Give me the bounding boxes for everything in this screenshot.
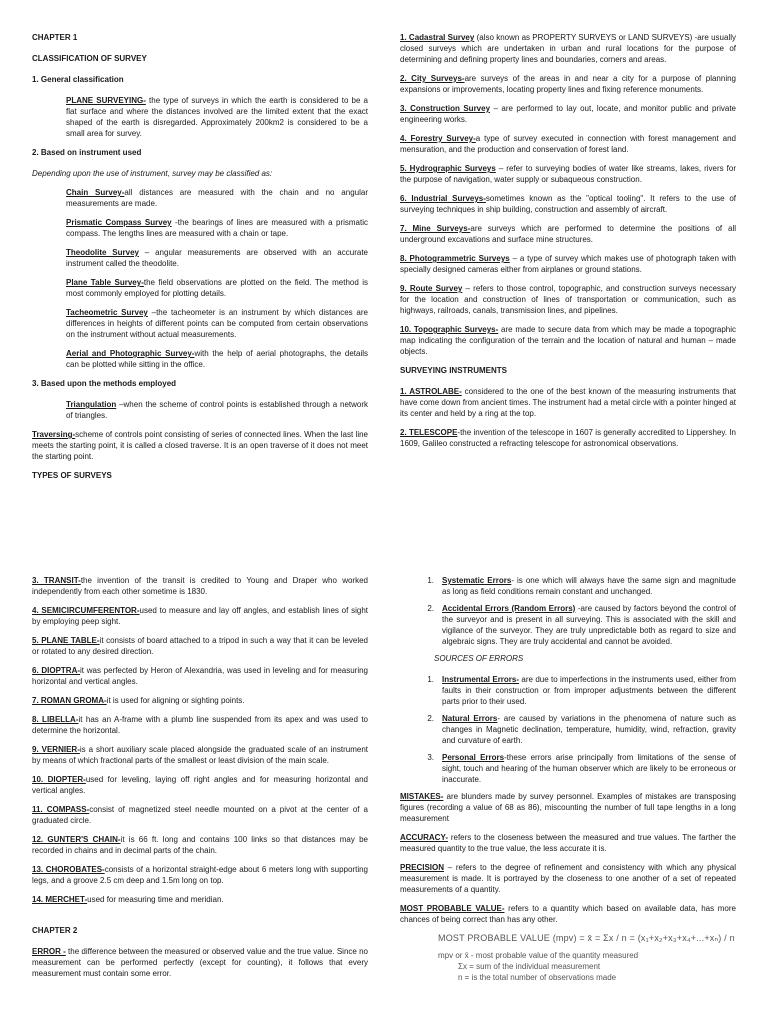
definition: it consists of board attached to a tripod in such a way that it can be leveled or rotated to any desired direction.: [32, 636, 368, 656]
term: MOST PROBABLE VALUE-: [400, 904, 505, 913]
definition: the type of surveys in which the earth is considered to be a flat surface and where the distances involved are the limited extent that the exact shaped of the earth is disregarded. Approximately 200km2 is considered to be a small area for survey.: [66, 96, 368, 138]
term: 10. DIOPTER-: [32, 775, 86, 784]
definition: –the tacheometer is an instrument by which distances are differences in heights of different points can be computed from certain observations on the instrument without actual measurements.: [66, 308, 368, 339]
list-item: [32, 247, 368, 269]
term: Systematic Errors: [442, 576, 512, 585]
paragraph: [32, 429, 368, 462]
definition: used for measuring time and meridian.: [87, 895, 224, 904]
term: 6. DIOPTRA-: [32, 666, 81, 675]
list-item: [32, 714, 368, 736]
term: 1. Cadastral Survey: [400, 33, 475, 42]
item-text: [442, 713, 736, 746]
list-item: [32, 864, 368, 886]
term: Tacheometric Survey: [66, 308, 148, 317]
paragraph: [400, 903, 736, 925]
definition: it was perfected by Heron of Alexandria, was used in leveling and for measuring horizontal and vertical angles.: [32, 666, 369, 686]
definition: are surveys which are performed to determine the positions of all underground excavations and surface mine structures.: [400, 224, 736, 244]
definition: refers to a quantity which based on available data, has more chances of being correct than has any other.: [400, 904, 736, 924]
definition: sometimes known as the "optical tooling". It refers to the use of surveying techniques in ship building, construction and assembly of aircraft.: [400, 194, 736, 214]
definition: refers to the closeness between the measured and true values. The farther the measured quantity to the true value, the less accurate it is.: [400, 833, 736, 853]
list-item: [400, 427, 736, 449]
term: Prismatic Compass Survey: [66, 218, 172, 227]
term: 3. Construction Survey: [400, 104, 491, 113]
term: 8. LIBELLA-: [32, 715, 79, 724]
paragraph: [32, 946, 368, 979]
list-item: [400, 283, 736, 316]
definition: considered to the one of the best known of the measuring instruments that have come down from ancient times. The instrument had a metal circle with a pointer hinged at its center and held by a ring at the top.: [400, 387, 736, 418]
list-item: [32, 348, 368, 370]
list-item: [400, 193, 736, 215]
survey-types-list: [400, 32, 736, 357]
definition: – refers to those control, topographic, and construction surveys necessary for the location and construction of lines of transportation or communication, such as highways, railroads, canals, transmission lines, and pipelines.: [400, 284, 737, 315]
definition: the field observations are plotted on the field. The method is most commonly employed for plotting details.: [66, 278, 369, 298]
list-item: [32, 575, 368, 597]
definition: are blunders made by survey personnel. Examples of mistakes are transposing figures (recording a value of 68 as 86), miscounting the number of full tape lengths in a long measurement: [400, 792, 736, 823]
definition: with the help of aerial photographs, the details can be plotted while sitting in the office.: [66, 349, 368, 369]
term: PRECISION: [400, 863, 445, 872]
section-heading: SURVEYING INSTRUMENTS: [400, 366, 507, 375]
list-item: [32, 834, 368, 856]
top-left-column: [32, 32, 368, 491]
paragraph: [400, 832, 736, 854]
term: Triangulation: [66, 400, 117, 409]
list-item: [32, 744, 368, 766]
definition: a type of survey executed in connection with forest management and mensuration, and the production and conservation of forest land.: [400, 134, 736, 154]
formula-definition: mpv or x̄ - most probable value of the quantity measured: [438, 951, 639, 960]
instrument-survey-list: [32, 187, 368, 370]
term: 13. CHOROBATES-: [32, 865, 105, 874]
section-heading: TYPES OF SURVEYS: [32, 471, 112, 480]
term: 12. GUNTER'S CHAIN-: [32, 835, 121, 844]
term: MISTAKES-: [400, 792, 444, 801]
term: 11. COMPASS-: [32, 805, 90, 814]
mpv-formula: MOST PROBABLE VALUE (mpv) = x̄ = Σx / n = (x₁+x₂+x₃+x₄+...+xₙ) / n: [438, 933, 735, 943]
term: 8. Photogrammetric Surveys: [400, 254, 510, 263]
term: 2. City Surveys-: [400, 74, 465, 83]
definition: is a short auxiliary scale placed alongside the graduated scale of an instrument by means of which fractional parts of the smallest or least division of the main scale.: [32, 745, 368, 765]
definition: it is used for aligning or sighting points.: [106, 696, 245, 705]
paragraph: [400, 862, 736, 895]
numbered-item: [410, 713, 736, 746]
term: Accidental Errors (Random Errors): [442, 604, 576, 613]
term: 9. VERNIER-: [32, 745, 80, 754]
definition: -these errors arise principally from limitations of the sense of sight, touch and hearing of the human observer which are likely to be erroneous or inaccurate.: [442, 753, 737, 784]
list-item: [32, 217, 368, 239]
definition: consist of magnetized steel needle mounted on a pivot at the center of a graduated circle.: [32, 805, 368, 825]
definition: consists of a horizontal straight-edge about 6 meters long with supporting legs, and a groove 2.5 cm deep and 1.5m long on top.: [32, 865, 368, 885]
error-types-list: [400, 575, 736, 647]
term: ERROR -: [32, 947, 66, 956]
paragraph: [400, 791, 736, 824]
term: 5. Hydrographic Surveys: [400, 164, 496, 173]
term: 3. TRANSIT-: [32, 576, 81, 585]
list-item: [400, 324, 736, 357]
paragraph: [32, 399, 368, 421]
list-item: [400, 253, 736, 275]
bottom-right-column: [400, 575, 736, 983]
definition: scheme of controls point consisting of series of connected lines. When the last line meets the starting point, it is called a closed traverse. It is an open traverse of it does not meet the starting point.: [32, 430, 368, 461]
definition: are surveys of the areas in and near a city for a purpose of planning expansions or improvements, locating property lines and fixing reference monuments.: [400, 74, 736, 94]
definition: – refer to surveying bodies of water like streams, lakes, rivers for the purpose of navigation, water supply or subaqueous construction.: [400, 164, 736, 184]
term: 7. ROMAN GROMA-: [32, 696, 107, 705]
top-right-column: [400, 32, 736, 457]
item-text: [442, 752, 736, 785]
definition: are due to imperfections in the instruments used, either from faults in their construction or from improper adjustments between the different parts prior to their used.: [442, 675, 736, 706]
list-item: [400, 163, 736, 185]
list-item: [32, 804, 368, 826]
definition: – a type of survey which makes use of photograph taken with specially designed cameras either from airplanes or ground stations.: [400, 254, 736, 274]
list-item: [400, 103, 736, 125]
definition: -are caused by factors beyond the control of the surveyor and is present in all surveying. This is associated with the skill and vigilance of the surveyor. They are truly unpredictable both as regard to size and algebraic signs. They are truly accidental and cannot be avoided.: [442, 604, 737, 646]
term: 4. Forestry Survey-: [400, 134, 476, 143]
bottom-left-column: [32, 575, 368, 987]
item-text: [442, 674, 736, 707]
definition: the difference between the measured or observed value and the true value. Since no measurement can be performed perfectly (except for counting), it follows that every measurement must contain some error.: [32, 947, 369, 978]
chapter-title: CHAPTER 1: [32, 33, 78, 42]
formula-definition: n = is the total number of observations made: [458, 973, 617, 982]
term: Natural Errors: [442, 714, 498, 723]
definition: the invention of the transit is credited to Young and Draper who worked independently from each other sometime is 1830.: [32, 576, 368, 596]
definition: are made to secure data from which may be made a topographic map indicating the configuration of the terrain and the location of natural and human – made objects.: [400, 325, 736, 356]
list-item: [32, 605, 368, 627]
numbered-item: [410, 674, 736, 707]
numbered-item: [410, 575, 736, 597]
definition: used to measure and lay off angles, and establish lines of sight by employing peep sight.: [32, 606, 368, 626]
subheading: 2. Based on instrument used: [32, 148, 142, 157]
formula-definition: Σx = sum of the individual measurement: [458, 962, 601, 971]
term: PLANE SURVEYING-: [66, 96, 146, 105]
list-item: [32, 695, 368, 706]
definition: all distances are measured with the chain and no angular measurements are made.: [66, 188, 368, 208]
definition: (also known as PROPERTY SURVEYS or LAND SURVEYS) -are usually closed surveys which are undertaken in urban and rural locations for the purpose of determining and defining property lines and boundaries, corners and areas.: [400, 33, 736, 64]
definition: –when the scheme of control points is established through a network of triangles.: [66, 400, 368, 420]
paragraph: [32, 95, 368, 139]
instruments-list: [32, 575, 368, 905]
term: Theodolite Survey: [66, 248, 139, 257]
definition: it is 66 ft. long and contains 100 links so that distances may be recorded in chains and in decimal parts of the chain.: [32, 835, 368, 855]
list-item: [32, 774, 368, 796]
term: 5. PLANE TABLE-: [32, 636, 100, 645]
term: 6. Industrial Surveys-: [400, 194, 486, 203]
definition: – refers to the degree of refinement and consistency with which any physical measurement is made. It is portrayed by the closeness to one another of a set of repeated measurements of a quantity.: [400, 863, 736, 894]
definition: – angular measurements are observed with an accurate instrument called the theodolite.: [66, 248, 368, 268]
term: Chain Survey-: [66, 188, 125, 197]
term: Traversing-: [32, 430, 76, 439]
item-text: [442, 603, 736, 647]
sources-list: [400, 674, 736, 785]
item-number: 1.: [427, 576, 434, 585]
list-item: [32, 665, 368, 687]
chapter-title: CHAPTER 2: [32, 926, 78, 935]
item-number: 2.: [427, 714, 434, 723]
definition: - are caused by variations in the phenomena of nature such as changes in Magnetic declination, temperature, humidity, wind, refraction, gravity and curvature of earth.: [442, 714, 737, 745]
intro-text: Depending upon the use of instrument, survey may be classified as:: [32, 169, 273, 178]
list-item: [400, 32, 736, 65]
term: 2. TELESCOPE: [400, 428, 458, 437]
definition: - is one which will always have the same sign and magnitude as long as field conditions remain constant and unchanged.: [442, 576, 737, 596]
list-item: [32, 187, 368, 209]
term: Aerial and Photographic Survey-: [66, 349, 195, 358]
item-text: [442, 575, 736, 597]
subheading: 3. Based upon the methods employed: [32, 379, 177, 388]
list-item: [400, 73, 736, 95]
term: 7. Mine Surveys-: [400, 224, 471, 233]
list-item: [32, 894, 368, 905]
definition: – are performed to lay out, locate, and monitor public and private engineering works.: [400, 104, 736, 124]
numbered-item: [410, 752, 736, 785]
section-heading: CLASSIFICATION OF SURVEY: [32, 54, 147, 63]
list-item: [400, 133, 736, 155]
list-item: [32, 635, 368, 657]
definition: it has an A-frame with a plumb line suspended from its apex and was used to determine the horizontal.: [32, 715, 368, 735]
term: Personal Errors: [442, 753, 505, 762]
term: 14. MERCHET-: [32, 895, 88, 904]
term: 9. Route Survey: [400, 284, 463, 293]
term: 10. Topographic Surveys-: [400, 325, 499, 334]
term: Instrumental Errors-: [442, 675, 520, 684]
term: 1. ASTROLABE-: [400, 387, 462, 396]
item-number: 3.: [427, 753, 434, 762]
item-number: 1.: [427, 675, 434, 684]
term: 4. SEMICIRCUMFERENTOR-: [32, 606, 140, 615]
list-item: [32, 307, 368, 340]
section-heading: SOURCES OF ERRORS: [434, 654, 524, 663]
list-item: [400, 386, 736, 419]
definition: -the invention of the telescope in 1607 is generally accredited to Lippershey. In 1609, Galileo constructed a refracting telescope for astronomical observations.: [400, 428, 736, 448]
subheading: 1. General classification: [32, 75, 124, 84]
definition: used for leveling, laying off right angles and for measuring horizontal and vertical angles.: [32, 775, 368, 795]
instruments-list: [400, 386, 736, 449]
list-item: [32, 277, 368, 299]
definition: -the bearings of lines are measured with a prismatic compass. The lengths lines are measured with a chain or tape.: [66, 218, 368, 238]
item-number: 2.: [427, 604, 434, 613]
term: Plane Table Survey-: [66, 278, 144, 287]
numbered-item: [410, 603, 736, 647]
list-item: [400, 223, 736, 245]
term: ACCURACY-: [400, 833, 448, 842]
